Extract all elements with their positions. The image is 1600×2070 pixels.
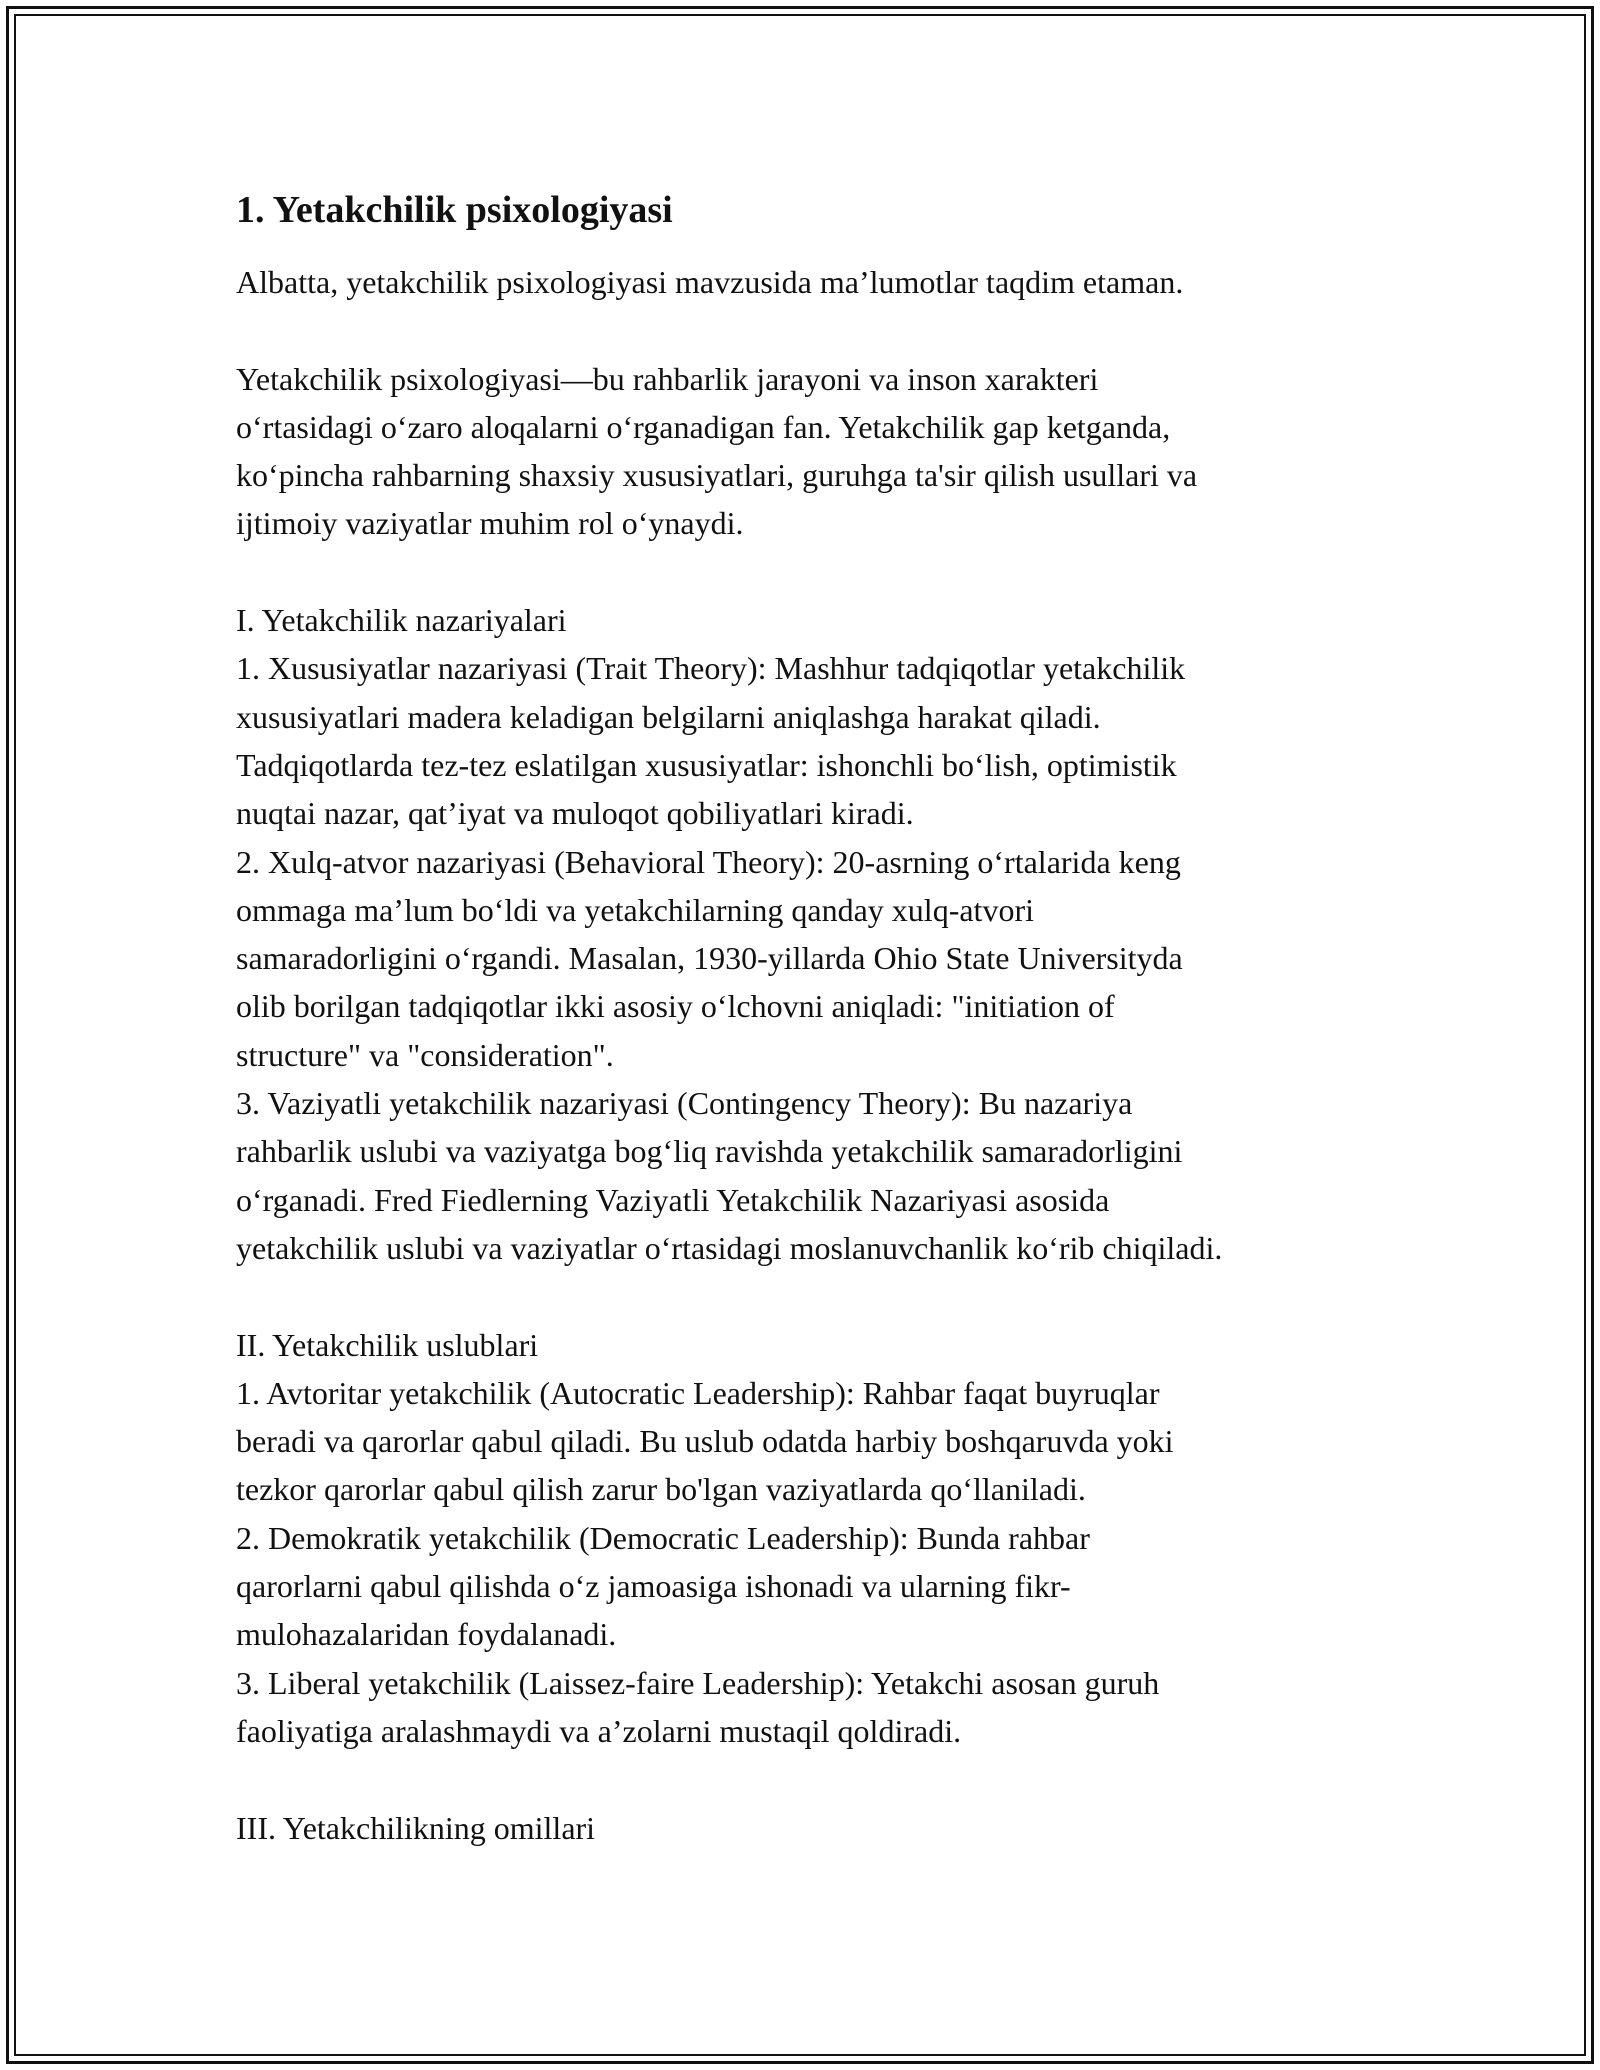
text-line: beradi va qarorlar qabul qiladi. Bu uslub odatda harbiy boshqaruvda yoki	[236, 1423, 1174, 1460]
definition-paragraph	[236, 355, 1396, 548]
text-line: ko‘pincha rahbarning shaxsiy xususiyatlari, guruhga ta'sir qilish usullari va	[236, 457, 1198, 494]
paragraph-gap	[236, 548, 1396, 596]
intro-paragraph: Albatta, yetakchilik psixologiyasi mavzusida ma’lumotlar taqdim etaman.	[236, 264, 1184, 300]
text-line: tezkor qarorlar qabul qilish zarur bo'lgan vaziyatlarda qo‘llaniladi.	[236, 1471, 1086, 1508]
section-factors	[236, 1804, 1396, 1852]
text-line: faoliyatiga aralashmaydi va a’zolarni mustaqil qoldiradi.	[236, 1712, 962, 1749]
paragraph-gap	[236, 306, 1396, 354]
section-styles	[236, 1321, 1396, 1756]
paragraph-gap	[236, 1755, 1396, 1803]
text-line: ijtimoiy vaziyatlar muhim rol o‘ynaydi.	[236, 505, 744, 542]
section-heading: I. Yetakchilik nazariyalari	[236, 602, 567, 639]
document-title: 1. Yetakchilik psixologiyasi	[236, 189, 673, 231]
text-line: 2. Demokratik yetakchilik (Democratic Leadership): Bunda rahbar	[236, 1519, 1090, 1556]
text-line: rahbarlik uslubi va vaziyatga bog‘liq ravishda yetakchilik samaradorligini	[236, 1133, 1183, 1170]
paragraph-gap	[236, 1272, 1396, 1320]
section-heading: III. Yetakchilikning omillari	[236, 1809, 596, 1846]
text-line: o‘rtasidagi o‘zaro aloqalarni o‘rganadigan fan. Yetakchilik gap ketganda,	[236, 408, 1171, 445]
text-line: structure" va "consideration".	[236, 1036, 614, 1073]
text-line: nuqtai nazar, qat’iyat va muloqot qobiliyatlari kiradi.	[236, 795, 914, 832]
text-line: Tadqiqotlarda tez-tez eslatilgan xususiyatlar: ishonchli bo‘lish, optimistik	[236, 746, 1177, 783]
text-line: 3. Liberal yetakchilik (Laissez-faire Leadership): Yetakchi asosan guruh	[236, 1664, 1160, 1701]
text-line: olib borilgan tadqiqotlar ikki asosiy o‘lchovni aniqladi: "initiation of	[236, 988, 1115, 1025]
text-line: xususiyatlari madera keladigan belgilarni aniqlashga harakat qiladi.	[236, 698, 1101, 735]
text-line: yetakchilik uslubi va vaziyatlar o‘rtasidagi moslanuvchanlik ko‘rib chiqiladi.	[236, 1229, 1223, 1266]
text-line: 1. Avtoritar yetakchilik (Autocratic Leadership): Rahbar faqat buyruqlar	[236, 1374, 1160, 1411]
text-line: 1. Xususiyatlar nazariyasi (Trait Theory): Mashhur tadqiqotlar yetakchilik	[236, 650, 1186, 687]
text-line: 2. Xulq-atvor nazariyasi (Behavioral Theory): 20-asrning o‘rtalarida keng	[236, 843, 1181, 880]
text-line: o‘rganadi. Fred Fiedlerning Vaziyatli Yetakchilik Nazariyasi asosida	[236, 1181, 1110, 1218]
section-heading: II. Yetakchilik uslublari	[236, 1326, 539, 1363]
section-theories	[236, 596, 1396, 1272]
text-line: ommaga ma’lum bo‘ldi va yetakchilarning qanday xulq-atvori	[236, 891, 1034, 928]
text-line: samaradorligini o‘rgandi. Masalan, 1930-yillarda Ohio State Universityda	[236, 940, 1183, 977]
document-body	[236, 186, 1396, 1852]
text-line: 3. Vaziyatli yetakchilik nazariyasi (Contingency Theory): Bu nazariya	[236, 1085, 1133, 1122]
text-line: mulohazalaridan foydalanadi.	[236, 1616, 617, 1653]
text-line: Yetakchilik psixologiyasi—bu rahbarlik jarayoni va inson xarakteri	[236, 360, 1099, 397]
text-line: qarorlarni qabul qilishda o‘z jamoasiga ishonadi va ularning fikr-	[236, 1568, 1071, 1605]
